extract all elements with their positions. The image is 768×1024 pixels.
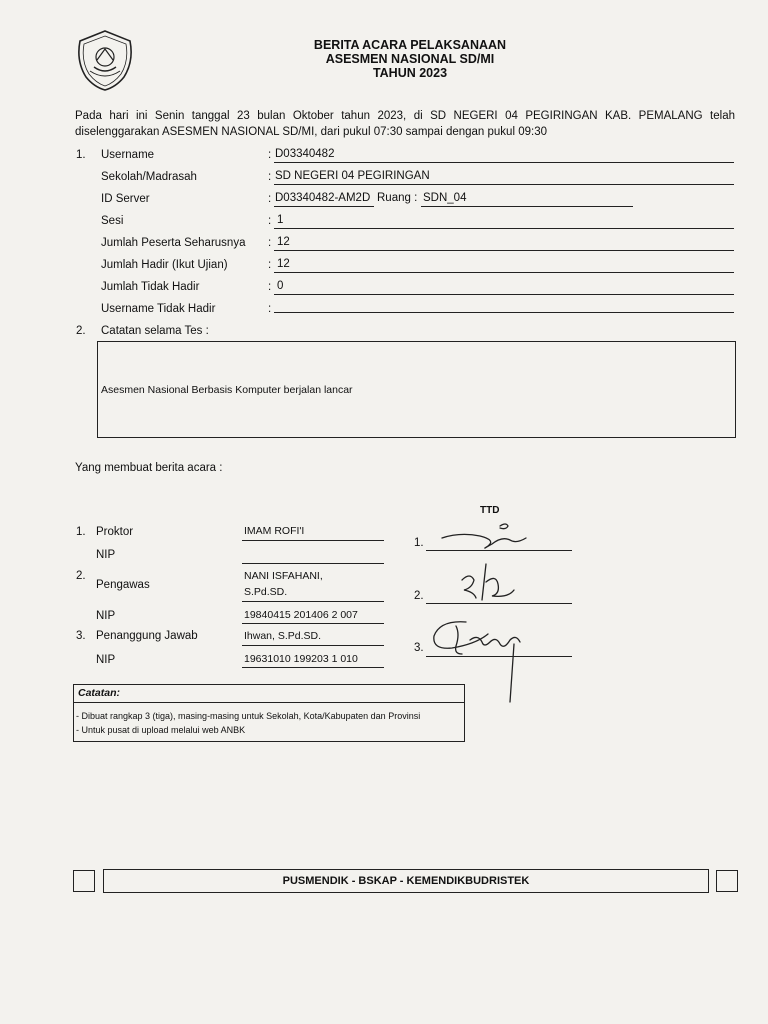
nip-label: NIP [96, 654, 116, 666]
field-value: SD NEGERI 04 PEGIRINGAN [275, 170, 430, 182]
name-underline [242, 601, 384, 602]
field-label: ID Server [101, 193, 150, 205]
field-colon: : [268, 237, 272, 249]
field-underline [274, 162, 734, 163]
document-title-line3: TAHUN 2023 [372, 66, 448, 80]
footer-left-square [73, 870, 95, 892]
field-label: Username [101, 149, 155, 161]
tut-wuri-handayani-logo [72, 27, 138, 93]
signer-nip: 19840415 201406 2 007 [244, 609, 358, 621]
catatan-header [74, 685, 464, 703]
footer-banner [103, 869, 709, 893]
footer-label: PUSMENDIK - BSKAP - KEMENDIKBUDRISTEK [282, 875, 530, 887]
section2-label: Catatan selama Tes : [101, 325, 209, 337]
signer-name: IMAM ROFI'I [244, 525, 305, 537]
field-colon: : [268, 281, 272, 293]
signer-name: NANI ISFAHANI, [244, 570, 323, 582]
field-label: Username Tidak Hadir [101, 303, 216, 315]
notes-box [97, 341, 736, 438]
intro-line2: diselenggarakan ASESMEN NASIONAL SD/MI, dari pukul 07:30 sampai dengan pukul 09:30 [75, 126, 547, 138]
intro-line1: Pada hari ini Senin tanggal 23 bulan Oktober tahun 2023, di SD NEGERI 04 PEGIRINGAN KAB. PEMALANG telah [75, 110, 735, 122]
footer-right-square [716, 870, 738, 892]
field-colon: : [268, 193, 272, 205]
field-underline [274, 206, 374, 207]
section1-number: 1. [76, 149, 86, 161]
field-label: Sekolah/Madrasah [101, 171, 197, 183]
field-value: D03340482-AM2D [275, 192, 371, 204]
ruang-value: SDN_04 [423, 192, 467, 204]
signer-number: 1. [76, 526, 86, 538]
field-colon: : [268, 259, 272, 271]
ruang-label: Ruang : [377, 192, 418, 204]
signer-role: Pengawas [96, 579, 150, 591]
catatan-item: - Untuk pusat di upload melalui web ANBK [76, 725, 246, 735]
notes-text: Asesmen Nasional Berbasis Komputer berjalan lancar [101, 384, 353, 396]
signers-intro: Yang membuat berita acara : [75, 462, 223, 474]
signature-number: 1. [414, 537, 424, 549]
catatan-item: - Dibuat rangkap 3 (tiga), masing-masing untuk Sekolah, Kota/Kabupaten dan Provinsi [76, 711, 421, 721]
name-underline [242, 540, 384, 541]
field-colon: : [268, 303, 272, 315]
signature-pengawas [452, 560, 532, 606]
signer-name: Ihwan, S.Pd.SD. [244, 630, 322, 642]
catatan-title: Catatan: [78, 687, 121, 699]
field-colon: : [268, 171, 272, 183]
nip-label: NIP [96, 549, 116, 561]
field-underline [274, 250, 734, 251]
field-underline [274, 312, 734, 313]
signer-number: 3. [76, 630, 86, 642]
nip-underline [242, 623, 384, 624]
field-colon: : [268, 149, 272, 161]
catatan-box [73, 684, 465, 742]
ttd-label: TTD [480, 505, 500, 516]
field-colon: : [268, 215, 272, 227]
field-underline [274, 228, 734, 229]
signer-nip: 19631010 199203 1 010 [244, 653, 358, 665]
name-underline [242, 645, 384, 646]
signer-number: 2. [76, 570, 86, 582]
field-label: Sesi [101, 215, 124, 227]
field-underline [274, 272, 734, 273]
signature-number: 2. [414, 590, 424, 602]
signer-name-line2: S.Pd.SD. [244, 586, 288, 598]
field-value: 0 [277, 280, 284, 292]
field-underline [274, 184, 734, 185]
signer-role: Proktor [96, 526, 134, 538]
document-title-line2: ASESMEN NASIONAL SD/MI [325, 52, 495, 66]
signature-proktor [440, 518, 540, 552]
field-label: Jumlah Tidak Hadir [101, 281, 200, 293]
field-value: 12 [277, 236, 290, 248]
nip-underline [242, 563, 384, 564]
nip-underline [242, 667, 384, 668]
signature-number: 3. [414, 642, 424, 654]
section2-number: 2. [76, 325, 86, 337]
field-value: D03340482 [275, 148, 335, 160]
document-title-line1: BERITA ACARA PELAKSANAAN [313, 38, 507, 52]
field-value: 12 [277, 258, 290, 270]
field-label: Jumlah Peserta Seharusnya [101, 237, 246, 249]
field-label: Jumlah Hadir (Ikut Ujian) [101, 259, 228, 271]
ruang-underline [421, 206, 633, 207]
signer-role: Penanggung Jawab [96, 630, 198, 642]
field-underline [274, 294, 734, 295]
nip-label: NIP [96, 610, 116, 622]
field-value: 1 [277, 214, 284, 226]
